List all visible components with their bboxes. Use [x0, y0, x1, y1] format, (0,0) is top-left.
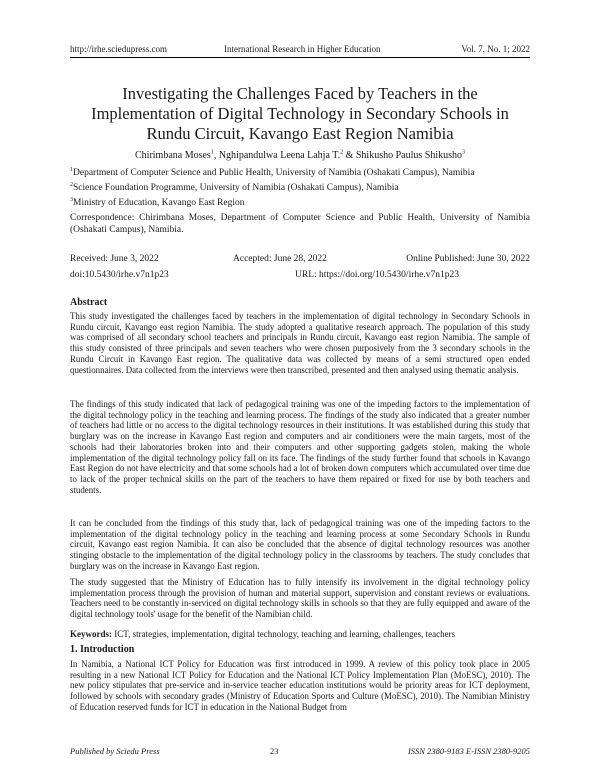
volume-info: Vol. 7, No. 1; 2022 — [461, 44, 530, 54]
abstract-paragraph: The findings of this study indicated that lack of pedagogical training was one of the impeding factors to the implementation of the digital technology policy in the teaching and learning process. The findings of the study also indicated that a greater number of teachers had little or no access to the digital technology resources in their institutions. It was established during this study that burglary was on the increase in Kavango East region and computers and air conditioners were the main targets, most of the schools had their laboratories broken into and their computers and other supporting gadgets stolen, making the whole implementation of the digital technology policy fall on its face. The findings of the study further found that schools in Kavango East Region do not have electricity and that some schools had a lot of broken down computers which accumulated over time due to lack of the proper technical skills on the part of the teachers to have them repaired or fixed for use by both teachers and students. — [70, 399, 530, 495]
journal-url[interactable]: http://irhe.sciedupress.com — [70, 44, 167, 54]
abstract-paragraph: It can be concluded from the findings of this study that, lack of pedagogical training was one of the impeding factors to the implementation of the digital technology policy in the teaching and learning process at some Secondary Schools in Rundu circuit, Kavango east region Namibia. It can also be concluded that the absence of digital technology resources was another stinging obstacle to the implementation of the digital technology policy in the classrooms by teachers. The study concludes that burglary was on the increase in Kavango East region. — [70, 518, 530, 571]
author-line — [70, 150, 530, 161]
abstract-heading: Abstract — [70, 297, 108, 308]
online-date: Online Published: June 30, 2022 — [406, 254, 530, 264]
page-number: 23 — [270, 746, 279, 756]
author-separator: , — [213, 150, 219, 161]
publisher: Published by Sciedu Press — [70, 746, 160, 756]
author-name: Nghipandulwa Leena Lahja T. — [218, 150, 341, 161]
keywords — [70, 629, 530, 639]
author-sup: 3 — [462, 149, 465, 156]
doi: doi:10.5430/irhe.v7n1p23 — [70, 270, 169, 280]
introduction-paragraph: In Namibia, a National ICT Policy for Education was first introduced in 1999. A review of this policy took place in 2005 resulting in a new National ICT Policy for Education and the National ICT Policy Implementation Plan (MoESC), 2010). The new policy stipulates that pre-service and in-service teacher education institutions would be priority areas for ICT deployment, followed by schools with secondary grades (Ministry of Education Sports and Culture (MoESC), 2010). The Namibian Ministry of Education reserved funds for ICT in education in the National Budget from — [70, 659, 530, 712]
doi-url[interactable]: URL: https://doi.org/10.5430/irhe.v7n1p23 — [295, 270, 459, 280]
author-name: Chirimbana Moses — [135, 150, 211, 161]
running-header — [70, 44, 530, 58]
author-separator: & — [343, 150, 356, 161]
abstract-paragraph: The study suggested that the Ministry of Education has to fully intensify its involvement in the digital technology policy implementation process through the provision of human and material support, supervision and constant reviews or evaluations. Teachers need to be constantly in-serviced on digital technology skills in schools so that they are fully equipped and aware of the digital technology tools' usage for the benefit of the Namibian child. — [70, 577, 530, 620]
author-sup: 1 — [210, 149, 214, 156]
affiliation: $^1$Department of Computer Science and Public Health, University of Namibia (Oshakati Campus), Namibia — [70, 166, 475, 178]
keywords-label: Keywords: — [70, 629, 112, 639]
keywords-list: ICT, strategies, implementation, digital technology, teaching and learning, challenges, teachers — [114, 629, 456, 639]
introduction-heading: 1. Introduction — [70, 644, 135, 655]
author-name: Shikusho Paulus Shikusho — [355, 150, 462, 161]
issn: ISSN 2380-9183 E-ISSN 2380-9205 — [407, 746, 530, 756]
paper-title: Investigating the Challenges Faced by Teachers in the Implementation of Digital Technology in Secondary Schools in Rundu Circuit, Kavango East Region Namibia — [91, 84, 509, 143]
received-date: Received: June 3, 2022 — [70, 254, 159, 264]
header-rule — [70, 57, 530, 58]
journal-name: International Research in Higher Education — [224, 44, 381, 54]
accepted-date: Accepted: June 28, 2022 — [233, 254, 327, 264]
author-sup: 2 — [340, 149, 344, 156]
correspondence: Correspondence: Chirimbana Moses, Department of Computer Science and Public Health, University of Namibia (Oshakati Campus), Namibia. — [70, 213, 530, 235]
affiliation: $^2$Science Foundation Programme, University of Namibia (Oshakati Campus), Namibia — [70, 181, 399, 193]
abstract-paragraph: This study investigated the challenges faced by teachers in the implementation of digital technology in Secondary Schools in Rundu circuit, Kavango east region Namibia. The study adopted a qualitative research approach. The population of this study was comprised of all secondary school teachers and principals in Rundu circuit, Kavango east region Namibia. The sample of this study consisted of three principals and seven teachers who were chosen purposively from the 3 secondary schools in the Rundu Circuit in Kavango East region. The qualitative data was collected by means of a semi structured open ended questionnaires. Data collected from the interviews were then transcribed, presented and then analysed using thematic analysis. — [70, 311, 530, 375]
affiliation: $^3$Ministry of Education, Kavango East Region — [70, 196, 245, 208]
